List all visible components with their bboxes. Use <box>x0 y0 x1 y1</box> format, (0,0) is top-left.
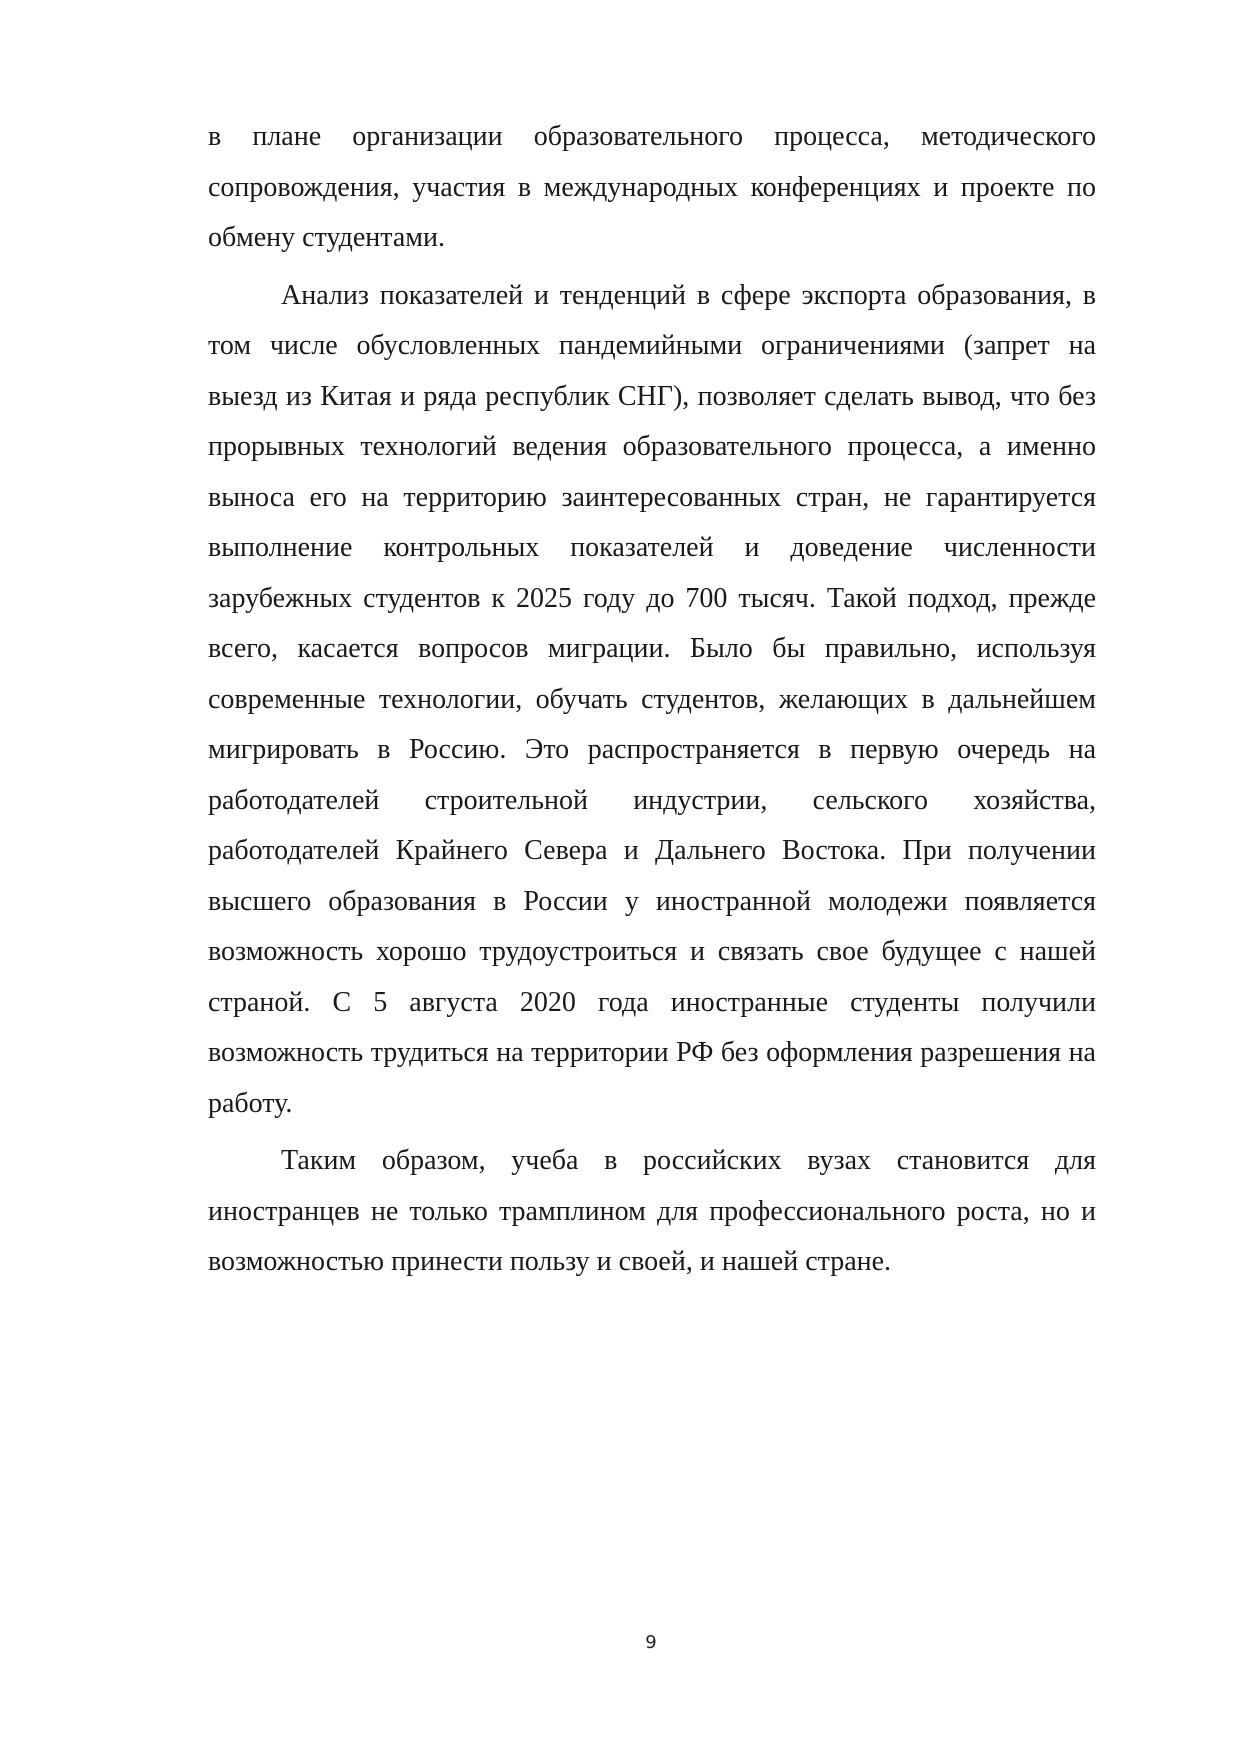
body-text <box>208 112 1096 1288</box>
paragraph-export-analysis: Анализ показателей и тенденций в сфере экспорта образования, в том числе обусловленных пандемийными ограничениями (запрет на выезд из Китая и ряда республик СНГ), позволяет сделать вывод, что без прорывных технологий ведения образовательного процесса, а именно выноса его на территорию заинтересованных стран, не гарантируется выполнение контрольных показателей и доведение численности зарубежных студентов к 2025 году до 700 тысяч. Такой подход, прежде всего, касается вопросов миграции. Было бы правильно, используя современные технологии, обучать студентов, желающих в дальнейшем мигрировать в Россию. Это распространяется в первую очередь на работодателей строительной индустрии, сельского хозяйства, работодателей Крайнего Севера и Дальнего Востока. При получении высшего образования в России у иностранной молодежи появляется возможность хорошо трудоустроиться и связать свое будущее с нашей страной. С 5 августа 2020 года иностранные студенты получили возможность трудиться на территории РФ без оформления разрешения на работу. <box>208 279 1096 1119</box>
page-number: 9 <box>645 1632 657 1653</box>
paragraph-conclusion: Таким образом, учеба в российских вузах становится для иностранцев не только трамплином для профессионального роста, но и возможностью принести пользу и своей, и нашей стране. <box>208 1145 1096 1277</box>
paragraph-continuation: в плане организации образовательного процесса, методического сопровождения, участия в международных конференциях и проекте по обмену студентами. <box>208 121 1096 253</box>
